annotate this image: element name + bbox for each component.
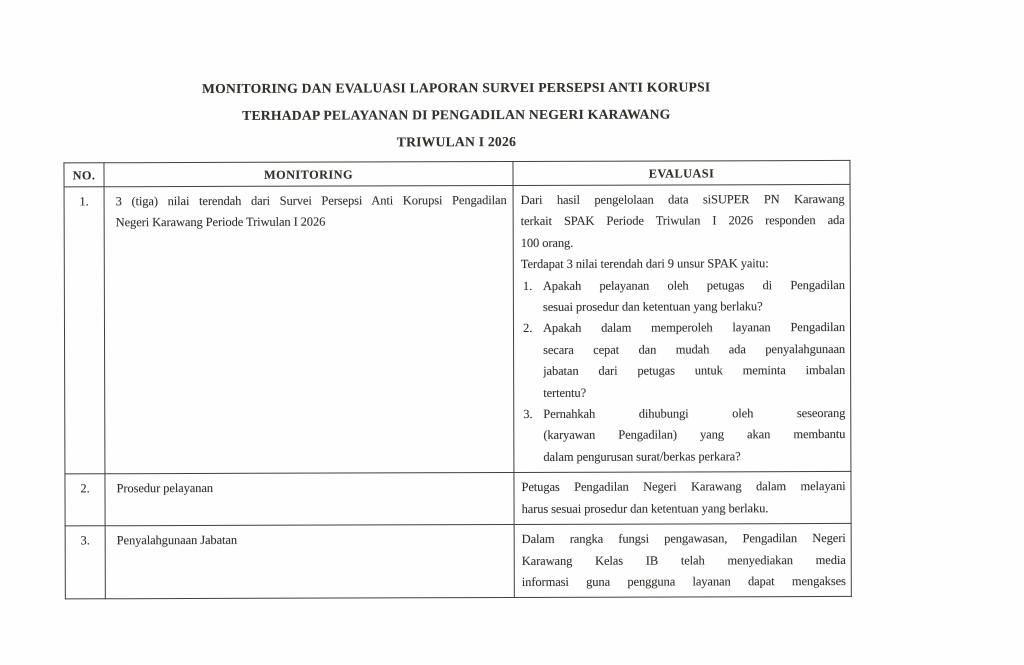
text-line: Terdapat 3 nilai terendah dari 9 unsur SPAK yaitu: [520, 256, 769, 272]
table-row [64, 184, 851, 474]
monitoring-cell [104, 185, 514, 474]
list-item-number: 3. [523, 406, 533, 422]
row-number-cell: 2. [65, 474, 105, 526]
text-line: Apakah pelayanan oleh petugas di Pengadilan [542, 277, 845, 293]
monitoring-evaluasi-table [63, 160, 851, 600]
text-line: (karyawan Pengadilan) yang akan membantu [543, 427, 846, 443]
text-line: Prosedur pelayanan [116, 481, 213, 496]
text-line: Petugas Pengadilan Negeri Karawang dalam melayani [521, 479, 846, 495]
list-item-number: 1. [522, 278, 533, 293]
text-line: Dalam rangka fungsi pengawasan, Pengadilan Negeri [521, 531, 846, 547]
col-header-monitoring: MONITORING [104, 161, 513, 186]
list-item-text [543, 403, 845, 468]
evaluasi-cell [514, 472, 851, 525]
evaluasi-cell [513, 184, 851, 472]
numbered-list-item [521, 317, 845, 404]
list-item-text [543, 275, 845, 319]
evaluasi-cell [514, 524, 851, 598]
text-line: harus sesuai prosedur dan ketentuan yang berlaku. [521, 500, 769, 516]
document-title-line: TERHADAP PELAYANAN DI PENGADILAN NEGERI KARAWANG [242, 106, 671, 123]
text-line: informasi guna pengguna layanan dapat mengakses [521, 573, 846, 589]
table-header-row [64, 160, 850, 186]
list-item-text [543, 317, 845, 404]
text-line: 100 orang. [520, 235, 574, 250]
list-item-number: 2. [522, 321, 533, 336]
text-line: Karawang Kelas IB telah menyediakan media [521, 552, 846, 568]
text-line: sesuai prosedur dan ketentuan yang berlaku? [542, 299, 763, 314]
document-title-line: MONITORING DAN EVALUASI LAPORAN SURVEI PERSEPSI ANTI KORUPSI [202, 79, 711, 96]
text-line: Dari hasil pengelolaan data siSUPER PN Karawang [520, 191, 845, 207]
text-line: Negeri Karawang Periode Triwulan I 2026 [115, 214, 326, 230]
text-line: 3 (tiga) nilai terendah dari Survei Persepsi Anti Korupsi Pengadilan [115, 193, 507, 209]
text-line: Penyalahgunaan Jabatan [116, 532, 238, 548]
document-title [63, 73, 849, 156]
document-content [63, 73, 851, 600]
document-title-line: TRIWULAN I 2026 [396, 133, 517, 150]
text-line: terkait SPAK Periode Triwulan I 2026 responden ada [520, 213, 845, 229]
text-line: dalam pengurusan surat/berkas perkara? [543, 449, 741, 464]
col-header-evaluasi: EVALUASI [513, 160, 850, 185]
col-header-no: NO. [64, 163, 104, 187]
monitoring-cell [105, 525, 514, 600]
text-line: jabatan dari petugas untuk meminta imbalan [543, 363, 846, 379]
text-line: secara cepat dan mudah ada penyalahgunaan [543, 341, 846, 357]
table-row [65, 524, 851, 600]
table-row [65, 472, 851, 526]
text-line: tertentu? [543, 385, 587, 400]
numbered-list-item [521, 275, 845, 319]
text-line: Apakah dalam memperoleh layanan Pengadilan [542, 320, 846, 336]
text-line: Pernahkah dihubungi oleh seseorang [543, 406, 846, 421]
row-number-cell: 3. [65, 526, 105, 599]
monitoring-cell [105, 473, 514, 526]
row-number-cell: 1. [64, 187, 105, 474]
numbered-list-item [521, 403, 845, 468]
